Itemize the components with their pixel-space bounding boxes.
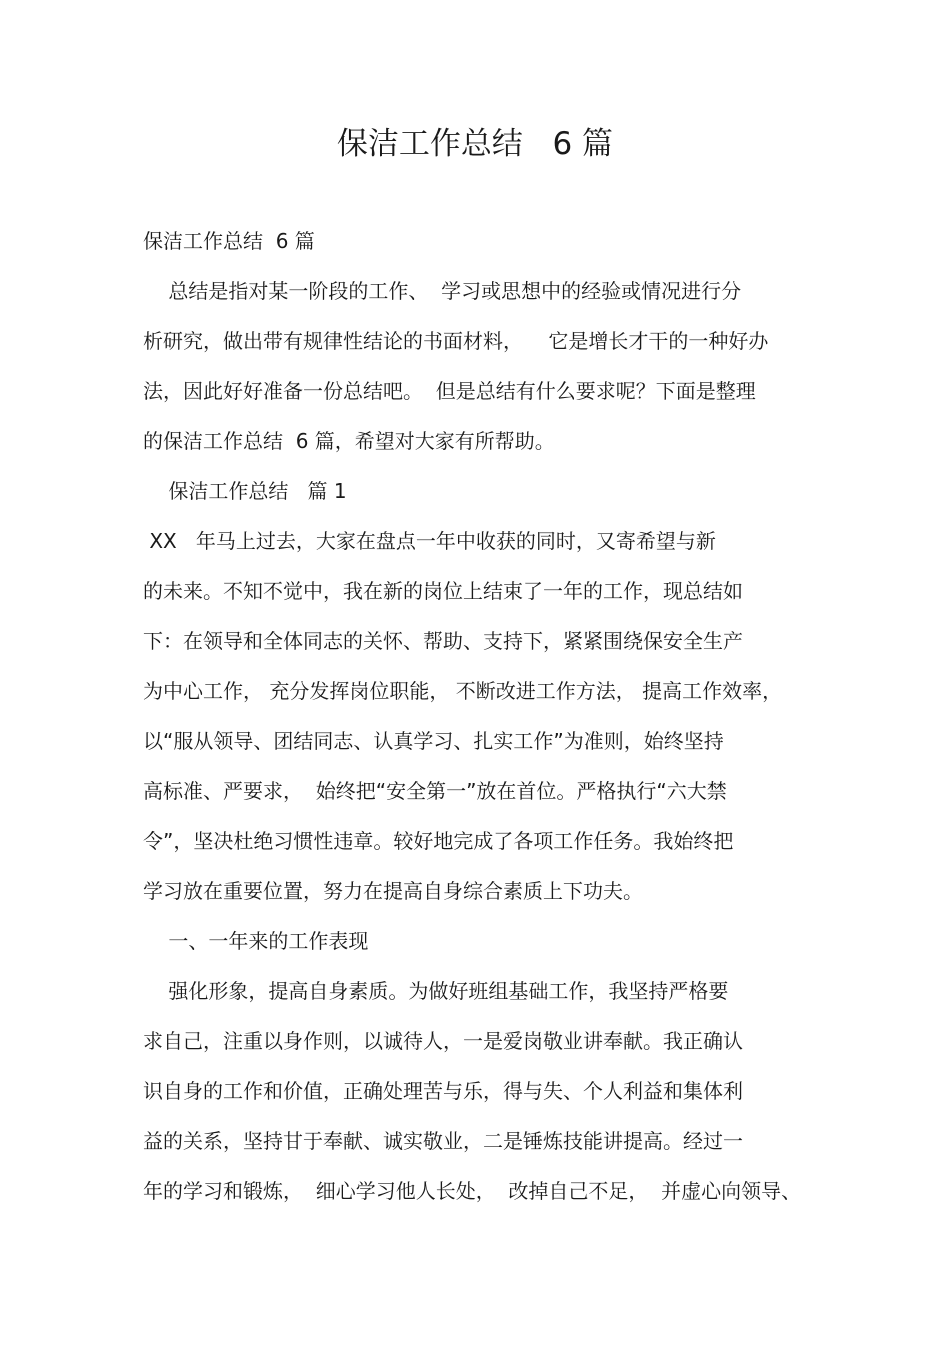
text-line: 学习放在重要位置，努力在提高自身综合素质上下功夫。 [143,879,643,903]
text-line: 益的关系，坚持甘于奉献、诚实敬业，二是锤炼技能讲提高。经过一 [143,1129,743,1153]
text-line: 高标准、严要求， 始终把“安全第一”放在首位。严格执行“六大禁 [143,779,727,803]
text-line: 求自己，注重以身作则，以诚待人，一是爱岗敬业讲奉献。我正确认 [143,1029,743,1053]
section-heading: 保洁工作总结 篇 1 [143,479,347,503]
text-line: 年的学习和锻炼， 细心学习他人长处， 改掉自己不足， 并虚心向领导、 [143,1179,802,1203]
section-heading: 一、一年来的工作表现 [143,929,369,953]
text-line: 强化形象，提高自身素质。为做好班组基础工作，我坚持严格要 [143,979,729,1003]
text-line: XX 年马上过去，大家在盘点一年中收获的同时，又寄希望与新 [143,529,716,553]
text-line: 令”，坚决杜绝习惯性违章。较好地完成了各项工作任务。我始终把 [143,829,734,853]
text-line: 识自身的工作和价值，正确处理苦与乐，得与失、个人利益和集体利 [143,1079,743,1103]
text-line: 下：在领导和全体同志的关怀、帮助、支持下，紧紧围绕保安全生产 [143,629,743,653]
text-line: 以“服从领导、团结同志、认真学习、扎实工作”为准则，始终坚持 [143,729,724,753]
text-line: 总结是指对某一阶段的工作、 学习或思想中的经验或情况进行分 [143,279,742,303]
text-line: 的未来。不知不觉中，我在新的岗位上结束了一年的工作，现总结如 [143,579,743,603]
text-line: 法，因此好好准备一份总结吧。 但是总结有什么要求呢？下面是整理 [143,379,756,403]
text-line: 的保洁工作总结 6 篇，希望对大家有所帮助。 [143,429,555,453]
text-line: 保洁工作总结 6 篇 [143,229,315,253]
document-title: 保洁工作总结 6 篇 [336,126,614,162]
text-line: 析研究，做出带有规律性结论的书面材料， 它是增长才干的一种好办 [143,329,769,353]
text-line: 为中心工作， 充分发挥岗位职能， 不断改进工作方法， 提高工作效率， [143,679,783,703]
